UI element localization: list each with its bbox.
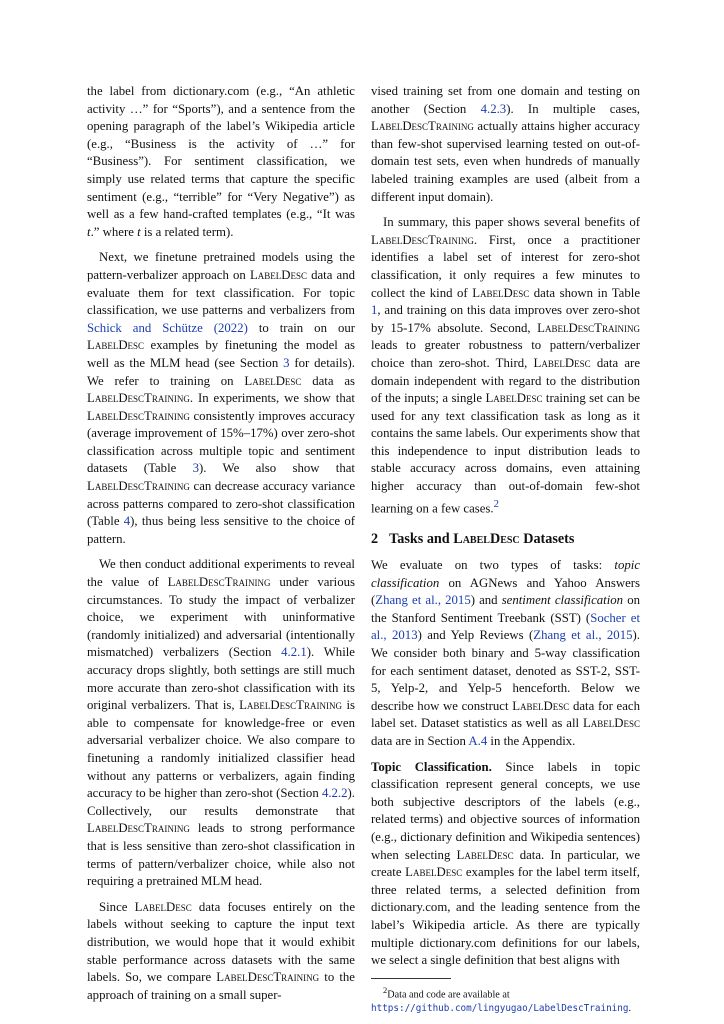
method-name: LabelDesc [453, 530, 520, 547]
paragraph: In summary, this paper shows several benefits of LabelDescTraining. First, once a practitioner identifies a label set of interest for zero-shot classification, it only requires a few minutes to collect the kind of LabelDesc data shown in Table 1, and training on this data improves over zero-shot by 15-17% absolute. Second, LabelDescTraining leads to greater robustness to pattern/verbalizer choice than zero-shot. Third, LabelDesc data are domain independent with regard to the distribution of the inputs; a single LabelDesc training set can be used for any text classification task as long as it contains the same labels. Our experiments show that this independence to input distribution leads to stable accuracy across domains, even attaining higher accuracy than out-of-domain few-shot learning on a few cases.$^2$ [371, 215, 640, 515]
method-name: LabelDescTraining [537, 320, 640, 335]
citation-link[interactable]: Zhang et al., 2015 [375, 593, 471, 608]
footnote-rule [371, 978, 451, 979]
paragraph: Topic Classification. Since labels in topic classification represent general concepts, we use both subjective descriptors of the labels (e.g., related terms) and objective sources of information (e.g., dictionary definition and Wikipedia sentences) when selecting LabelDesc data. In particular, we create LabelDesc examples for the label term itself, three related terms, a selected definition from dictionary.com, and the leading sentence from the label’s Wikipedia article. As there are typically multiple dictionary.com definitions for our labels, we select a single definition that best aligns with [371, 759, 640, 968]
table-link[interactable]: 3 [192, 461, 200, 476]
paragraph: Since LabelDesc data focuses entirely on the labels without seeking to capture the input text distribution, we would hope that it would exhibit stable performance across datasets with the same labels. So, we compare LabelDescTraining to the approach of training on a small super- [87, 899, 355, 1002]
paragraph: vised training set from one domain and testing on another (Section 4.2.3). In multiple cases, LabelDescTraining actually attains higher accuracy than few-shot supervised learning tested on out-of-domain test sets, even when hundreds of manually labeled training examples are used (albeit from a different input domain). [371, 84, 641, 204]
method-name: LabelDescTraining [87, 479, 190, 494]
table-link[interactable]: 1 [371, 303, 378, 318]
method-name: LabelDesc [249, 267, 307, 282]
code-url-link[interactable]: https://github.com/lingyugao/LabelDescTraining [371, 1002, 629, 1014]
citation-link[interactable]: Schick and Schütze (2022) [87, 320, 248, 335]
method-name: LabelDesc [456, 847, 514, 862]
method-name: LabelDesc [582, 716, 640, 731]
method-name: LabelDescTraining [239, 698, 342, 713]
paragraph-heading: Topic Classification. [371, 759, 492, 774]
paragraph: Next, we finetune pretrained models using the pattern-verbalizer approach on LabelDesc data and evaluate them for text classification. For topic classification, we use patterns and verbalizers from Schick and Schütze (2022) to train on our LabelDesc examples by finetuning the model as well as the MLM head (see Section 3 for details). We refer to training on LabelDesc data as LabelDescTraining. In experiments, we show that LabelDescTraining consistently improves accuracy (average improvement of 15%–17%) over zero-shot classification across multiple topic and sentiment datasets (Table 3). We also show that LabelDescTraining can decrease accuracy variance across patterns compared to zero-shot classification (Table 4), thus being less sensitive to the choice of pattern. [87, 250, 356, 546]
method-name: LabelDesc [87, 338, 145, 353]
method-name: LabelDescTraining [167, 575, 271, 590]
section-link[interactable]: 4.2.3 [480, 101, 507, 116]
section-link[interactable]: 3 [283, 355, 290, 370]
method-name: LabelDescTraining [87, 408, 190, 423]
footnote: $^2$Data and code are available at https://github.com/lingyugao/LabelDescTraining. [371, 984, 632, 1014]
method-name: LabelDescTraining [371, 119, 474, 134]
section-link[interactable]: 4.2.2 [321, 786, 348, 801]
citation-link[interactable]: Socher et al., 2013 [371, 610, 640, 643]
method-name: LabelDescTraining [371, 232, 474, 247]
citation-link[interactable]: Zhang et al., 2015 [533, 628, 633, 643]
method-name: LabelDescTraining [216, 970, 320, 985]
method-name: LabelDesc [485, 391, 543, 406]
method-name: LabelDesc [512, 698, 570, 713]
method-name: LabelDesc [244, 373, 302, 388]
paragraph: the label from dictionary.com (e.g., “An athletic activity …” for “Sports”), and a sentence from the opening paragraph of the label’s Wikipedia article (e.g., “Business is the activity of …” for “Business”). For sentiment classification, we simply use related terms that capture the specific sentiment (e.g., “terrible” for “Very Negative”) as well as a few hand-crafted templates (e.g., “It was t.” where t is a related term). [87, 84, 355, 239]
method-name: LabelDesc [134, 899, 192, 914]
paragraph: We then conduct additional experiments to reveal the value of LabelDescTraining under various circumstances. To study the impact of verbalizer choice, we experiment with uninformative (randomly initialized) and adversarial (intentionally mismatched) verbalizers (Section 4.2.1). While accuracy drops slightly, both settings are still much more accurate than zero-shot classification with its original verbalizers. That is, LabelDescTraining is able to compensate for knowledge-free or even adversarial verbalizer choice. We also compare to finetuning a randomly initialized classifier head without any patterns or verbalizers, again finding accuracy to be higher than zero-shot (Section 4.2.2). Collectively, our results demonstrate that LabelDescTraining leads to strong performance that is less sensitive than zero-shot classification in terms of pattern/verbalizer choice, while also not requiring a pretrained MLM head. [87, 557, 355, 889]
right-column [371, 83, 640, 1015]
paragraph: We evaluate on two types of tasks: topic classification on AGNews and Yahoo Answers (Zhang et al., 2015) and sentiment classification on the Stanford Sentiment Treebank (SST) (Socher et al., 2013) and Yelp Reviews (Zhang et al., 2015). We consider both binary and 5-way classification for each sentiment dataset, denoted as SST-2, SST-5, Yelp-2, and Yelp-5 henceforth. Below we describe how we construct LabelDesc data for each label set. Dataset statistics as well as all LabelDesc data are in Section A.4 in the Appendix. [371, 558, 640, 749]
method-name: LabelDescTraining [87, 821, 190, 836]
method-name: LabelDescTraining [87, 391, 190, 406]
section-heading: 2 Tasks and LabelDesc Datasets [371, 530, 575, 547]
method-name: LabelDesc [472, 285, 530, 300]
method-name: LabelDesc [405, 865, 463, 880]
section-link[interactable]: A.4 [468, 734, 488, 749]
left-column [87, 83, 355, 1012]
footnote-marker[interactable]: 2 [493, 498, 499, 510]
footnote-number: 2 [383, 984, 388, 995]
method-name: LabelDesc [533, 355, 591, 370]
table-link[interactable]: 4 [123, 514, 131, 529]
section-link[interactable]: 4.2.1 [281, 645, 307, 660]
section-number: 2 [371, 530, 379, 547]
